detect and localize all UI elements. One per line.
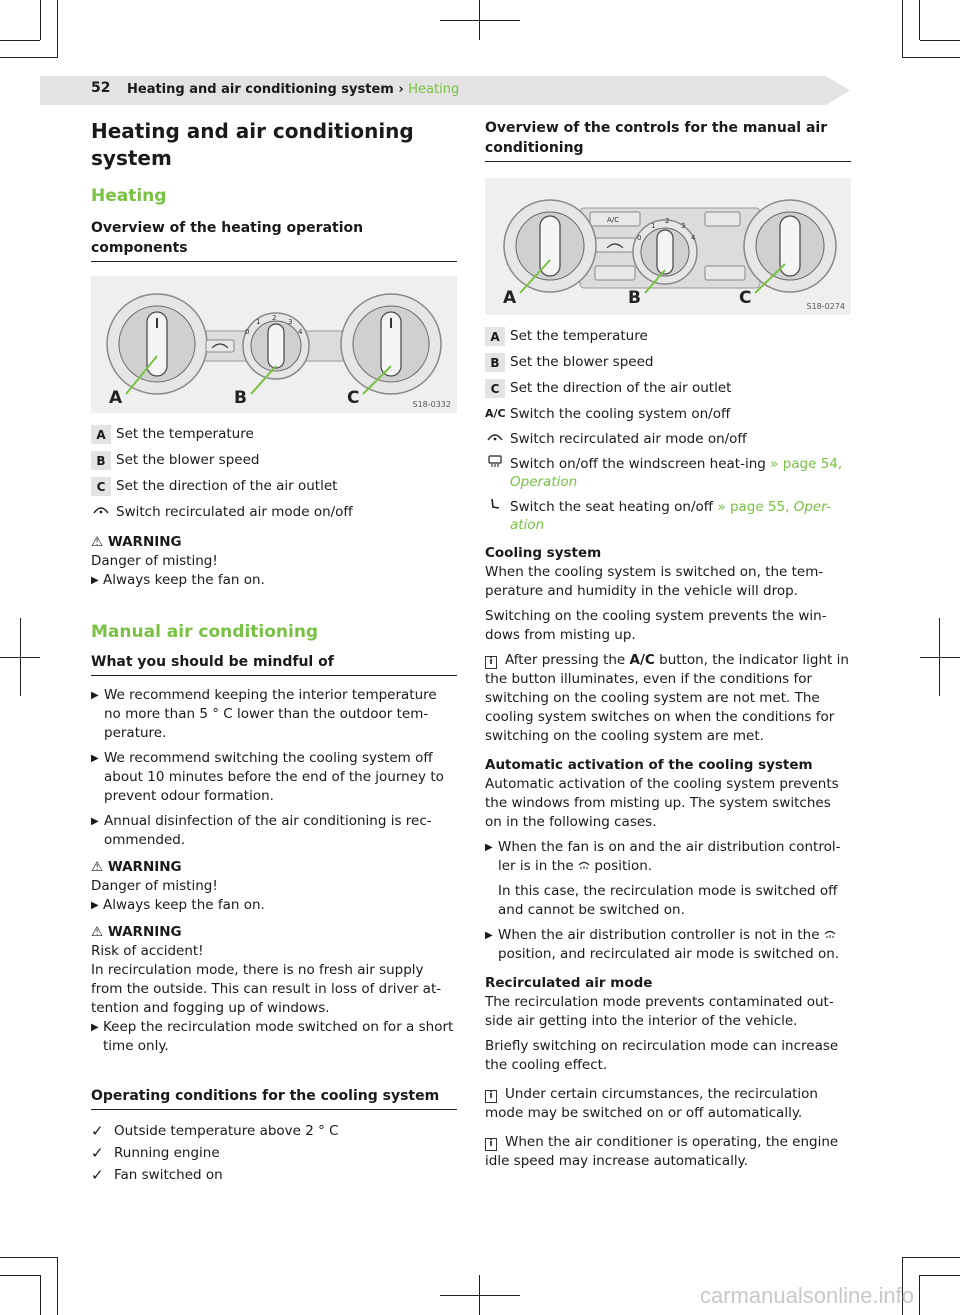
figure-code: S18-0332 (412, 400, 451, 409)
air-direction-knob (341, 294, 441, 394)
heating-controls-illustration (91, 276, 457, 413)
warning-block (91, 533, 457, 590)
legend-item (91, 425, 457, 444)
warning-title: WARNING (107, 924, 182, 940)
svg-text:1: 1 (256, 318, 261, 326)
svg-text:4: 4 (691, 234, 696, 242)
crop-mark (0, 1257, 58, 1258)
callout-a: A (503, 288, 517, 308)
legend-text: Set the direction of the air outlet (510, 380, 732, 396)
breadcrumb-current: Heating (408, 82, 460, 97)
warning-title: WARNING (107, 859, 182, 875)
legend-item (485, 498, 851, 534)
warning-block (91, 858, 457, 915)
subheading-overview-ac: Overview of the controls for the manual air conditioning (485, 118, 851, 162)
crop-mark (40, 0, 41, 40)
bullet-arrow-icon: ▶ (91, 1022, 99, 1033)
crop-mark (902, 57, 960, 58)
svg-text:2: 2 (272, 314, 277, 322)
svg-text:0: 0 (637, 234, 642, 242)
callout-c: C (347, 388, 360, 408)
legend-key: B (91, 451, 111, 470)
legend-key: C (485, 379, 505, 398)
recirculation-icon (485, 430, 505, 448)
legend-item (485, 353, 851, 372)
crop-mark (0, 40, 40, 41)
paragraph: Briefly switching on recirculation mode can increase the cooling effect. (485, 1038, 839, 1073)
watermark: carmanualsonline.info (700, 1283, 915, 1308)
cooling-system-title: Cooling system (485, 545, 602, 561)
crop-mark (939, 618, 940, 696)
info-icon: i (485, 1138, 497, 1151)
crop-mark (479, 0, 480, 40)
bullet-arrow-icon: ▶ (91, 575, 99, 586)
legend-key: A (91, 425, 111, 444)
list-item: ▶ We recommend switching the cooling system off about 10 minutes before the end of the journey to prevent odour formation. (91, 750, 444, 804)
bullet-arrow-icon: ▶ (91, 690, 99, 701)
defrost-icon (824, 927, 836, 943)
paragraph: Switching on the cooling system prevents the win-dows from misting up. (485, 608, 827, 643)
chapter-title: Heating and air conditioning system (91, 119, 414, 170)
crop-mark (919, 1275, 920, 1315)
list-item: ▶ We recommend keeping the interior temperature no more than 5 ° C lower than the outdoor tem-perature. (91, 687, 437, 741)
ac-icon: A/C (485, 407, 506, 420)
checkmark-icon: ✓ (91, 1166, 104, 1184)
breadcrumb-separator: › (398, 82, 404, 97)
warning-line: Danger of misting! (91, 553, 218, 569)
legend-text: Switch on/off the windscreen heat-ing (510, 456, 766, 472)
list-item: ▶ When the fan is on and the air distribution control-ler is in the position. In this case, the recirculation mode is switched off and cannot be switched on. (485, 839, 841, 918)
legend-text: Set the temperature (116, 426, 254, 442)
callout-b: B (628, 288, 641, 308)
paragraph: The recirculation mode prevents contaminated out-side air getting into the interior of the vehicle. (485, 994, 834, 1029)
legend-text: Switch recirculated air mode on/off (116, 504, 353, 520)
legend-item (91, 477, 457, 496)
crop-mark (440, 1295, 520, 1296)
page-link[interactable]: » page 55, Oper-ation (510, 499, 831, 533)
legend-item (485, 455, 851, 491)
list-item: ▶ When the air distribution controller is not in the position, and recirculated air mode is switched on. (485, 927, 840, 962)
paragraph: Automatic activation of the cooling system prevents the windows from misting up. The system switches on in the following cases. (485, 776, 839, 830)
windscreen-heat-icon (485, 455, 505, 474)
air-direction-knob (744, 200, 836, 292)
legend-text: Set the blower speed (116, 452, 260, 468)
bullet-arrow-icon: ▶ (485, 842, 493, 853)
warning-line: In recirculation mode, there is no fresh air supply from the outside. This can result in loss of driver at-tention and fogging up of windows. (91, 962, 442, 1016)
legend-key: A (485, 327, 505, 346)
crop-mark (40, 1275, 41, 1315)
crop-mark (920, 657, 960, 658)
legend-item (485, 379, 851, 398)
section-heading-manual-ac: Manual air conditioning (91, 622, 319, 642)
legend-text: Set the direction of the air outlet (116, 478, 338, 494)
checkmark-icon: ✓ (91, 1144, 104, 1162)
left-column (91, 118, 457, 1185)
heating-legend (91, 425, 457, 521)
crop-mark (0, 1275, 40, 1276)
callout-a: A (109, 388, 123, 408)
condition-item: ✓ Outside temperature above 2 ° C (91, 1122, 339, 1140)
info-icon: i (485, 1090, 497, 1103)
bullet-arrow-icon: ▶ (91, 753, 99, 764)
legend-text: Set the blower speed (510, 354, 654, 370)
condition-item: ✓ Fan switched on (91, 1166, 223, 1184)
recirculation-icon (91, 503, 111, 521)
svg-text:3: 3 (288, 318, 293, 326)
crop-mark (57, 0, 58, 58)
warning-icon: ⚠ (91, 859, 108, 875)
crop-mark (919, 0, 920, 40)
svg-text:2: 2 (665, 217, 670, 225)
checkmark-icon: ✓ (91, 1122, 104, 1140)
legend-item (485, 327, 851, 346)
legend-text: Switch the seat heating on/off (510, 499, 714, 515)
subheading-overview-heating: Overview of the heating operation components (91, 218, 457, 262)
figure-code: S18-0274 (806, 302, 845, 311)
note-paragraph: i After pressing the A/C button, the indicator light in the button illuminates, even if the conditions for switching on the cooling system are not met. The cooling system switches on when the conditions for switching on the cooling system are met. (485, 652, 849, 744)
paragraph: When the cooling system is switched on, the tem-perature and humidity in the vehicle will drop. (485, 564, 824, 599)
ac-button-label: A/C (607, 216, 620, 224)
warning-line: Risk of accident! (91, 943, 204, 959)
svg-text:4: 4 (298, 328, 303, 336)
svg-text:3: 3 (681, 222, 686, 230)
ac-inline-icon: A/C (629, 652, 655, 668)
legend-key: B (485, 353, 505, 372)
breadcrumb-parent: Heating and air conditioning system (127, 82, 394, 97)
bullet-arrow-icon: ▶ (91, 816, 99, 827)
ac-legend (485, 327, 851, 534)
legend-item (485, 405, 851, 423)
subheading-operating-conditions: Operating conditions for the cooling system (91, 1086, 457, 1110)
crop-mark (920, 40, 960, 41)
breadcrumb (127, 82, 459, 97)
warning-icon: ⚠ (91, 534, 108, 550)
blower-knob (243, 313, 309, 379)
warning-bullet: Always keep the fan on. (103, 572, 265, 588)
right-column (485, 118, 851, 1171)
bullet-arrow-icon: ▶ (91, 900, 99, 911)
seat-heat-icon (485, 498, 505, 518)
info-icon: i (485, 656, 497, 669)
warning-block (91, 923, 457, 1056)
recirc-button (206, 340, 234, 352)
warning-title: WARNING (107, 534, 182, 550)
legend-item (485, 430, 851, 448)
crop-mark (902, 0, 903, 58)
note-paragraph: i Under certain circumstances, the recirculation mode may be switched on or off automatically. (485, 1086, 818, 1121)
warning-bullet: Always keep the fan on. (103, 897, 265, 913)
svg-text:1: 1 (651, 222, 656, 230)
crop-mark (57, 1257, 58, 1315)
temperature-knob (504, 200, 596, 292)
warning-icon: ⚠ (91, 924, 108, 940)
crop-mark (20, 618, 21, 696)
warning-line: Danger of misting! (91, 878, 218, 894)
bullet-arrow-icon: ▶ (485, 930, 493, 941)
auto-activation-title: Automatic activation of the cooling system (485, 757, 813, 773)
ac-controls-figure (485, 178, 851, 315)
crop-mark (479, 1275, 480, 1315)
note-paragraph: i When the air conditioner is operating, the engine idle speed may increase automatically. (485, 1134, 839, 1169)
subheading-mindful: What you should be mindful of (91, 652, 457, 676)
legend-key: C (91, 477, 111, 496)
crop-mark (920, 1275, 960, 1276)
temperature-knob (107, 294, 207, 394)
page-link[interactable]: » page 54, Operation (510, 456, 843, 490)
recirculated-air-title: Recirculated air mode (485, 975, 653, 991)
legend-text: Switch recirculated air mode on/off (510, 431, 747, 447)
legend-item (91, 451, 457, 470)
crop-mark (902, 1257, 960, 1258)
condition-item: ✓ Running engine (91, 1144, 220, 1162)
legend-text: Switch the cooling system on/off (510, 406, 731, 422)
crop-mark (440, 20, 520, 21)
legend-text: Set the temperature (510, 328, 648, 344)
svg-text:0: 0 (245, 328, 250, 336)
heating-controls-figure (91, 276, 457, 413)
warning-bullet: Keep the recirculation mode switched on for a short time only. (103, 1019, 454, 1054)
defrost-icon (578, 858, 594, 874)
list-item: ▶ Annual disinfection of the air conditioning is rec-ommended. (91, 813, 432, 848)
callout-b: B (234, 388, 247, 408)
ac-controls-illustration (485, 178, 851, 315)
crop-mark (0, 57, 58, 58)
callout-c: C (739, 288, 752, 308)
legend-item (91, 503, 457, 521)
page-number: 52 (91, 80, 111, 96)
section-heading-heating: Heating (91, 186, 167, 206)
